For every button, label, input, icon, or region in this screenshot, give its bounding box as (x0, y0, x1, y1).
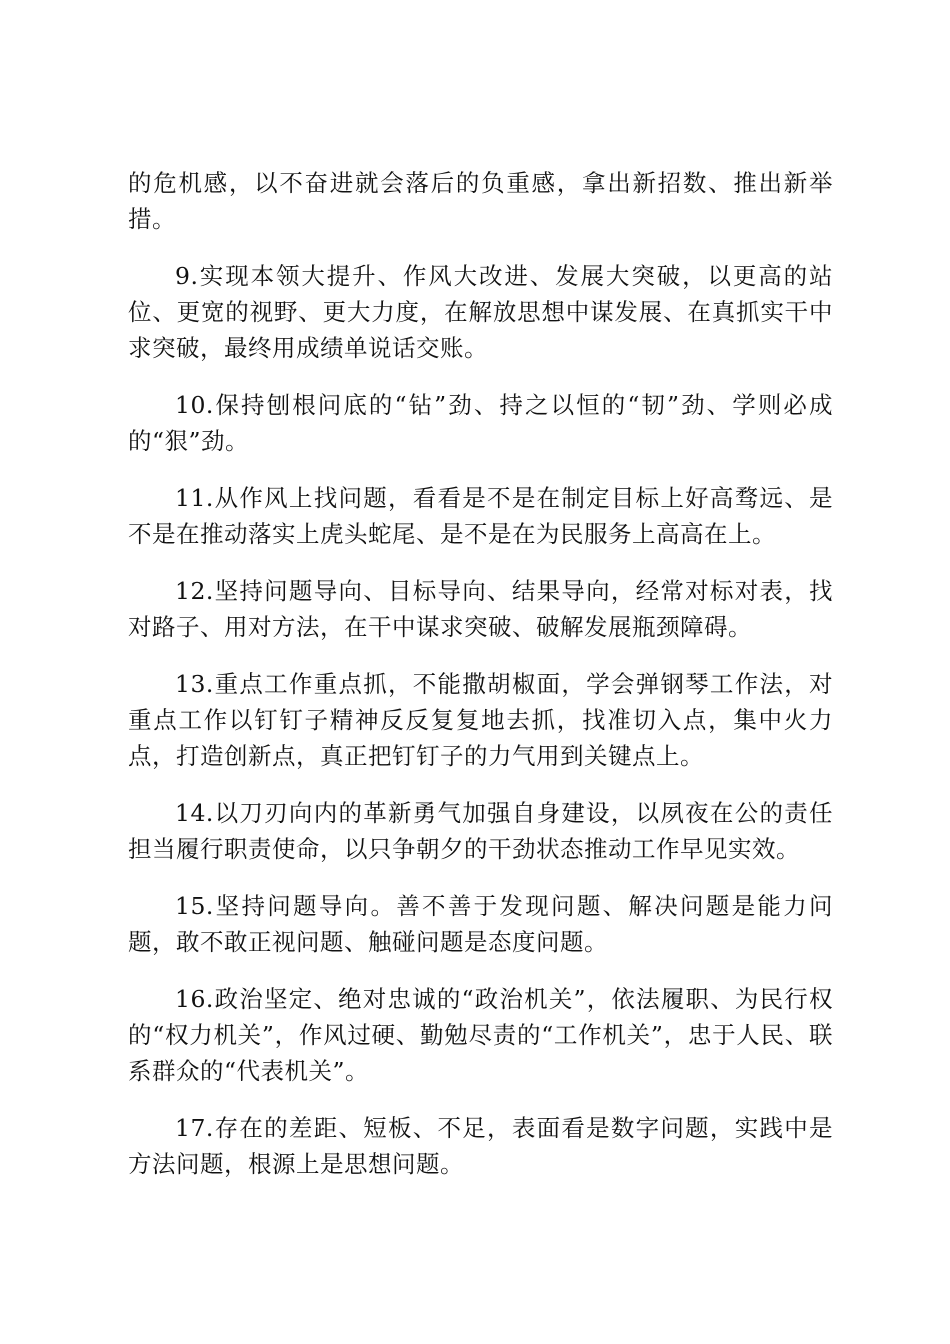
paragraph-item-12: 12.坚持问题导向、目标导向、结果导向，经常对标对表，找对路子、用对方法，在干中谋求突破、破解发展瓶颈障碍。 (128, 577, 833, 641)
paragraph-item-10: 10.保持刨根问底的“钻”劲、持之以恒的“韧”劲、学则必成的“狠”劲。 (128, 391, 833, 455)
paragraph-item-11: 11.从作风上找问题，看看是不是在制定目标上好高骛远、是不是在推动落实上虎头蛇尾、是不是在为民服务上高高在上。 (128, 484, 833, 548)
paragraph-item-14: 14.以刀刃向内的革新勇气加强自身建设，以夙夜在公的责任担当履行职责使命，以只争朝夕的干劲状态推动工作早见实效。 (128, 799, 833, 863)
paragraph-item-17: 17.存在的差距、短板、不足，表面看是数字问题，实践中是方法问题，根源上是思想问题。 (128, 1114, 833, 1178)
paragraph-item-9: 9.实现本领大提升、作风大改进、发展大突破，以更高的站位、更宽的视野、更大力度，在解放思想中谋发展、在真抓实干中求突破，最终用成绩单说话交账。 (128, 262, 833, 362)
paragraph-continuation: 的危机感，以不奋进就会落后的负重感，拿出新招数、推出新举措。 (128, 169, 833, 233)
paragraph-item-16: 16.政治坚定、绝对忠诚的“政治机关”，依法履职、为民行权的“权力机关”，作风过硬、勤勉尽责的“工作机关”，忠于人民、联系群众的“代表机关”。 (128, 985, 833, 1085)
paragraph-item-15: 15.坚持问题导向。善不善于发现问题、解决问题是能力问题，敢不敢正视问题、触碰问题是态度问题。 (128, 892, 833, 956)
document-page (128, 165, 833, 1203)
paragraph-item-13: 13.重点工作重点抓，不能撒胡椒面，学会弹钢琴工作法，对重点工作以钉钉子精神反反复复地去抓，找准切入点，集中火力点，打造创新点，真正把钉钉子的力气用到关键点上。 (128, 670, 833, 770)
